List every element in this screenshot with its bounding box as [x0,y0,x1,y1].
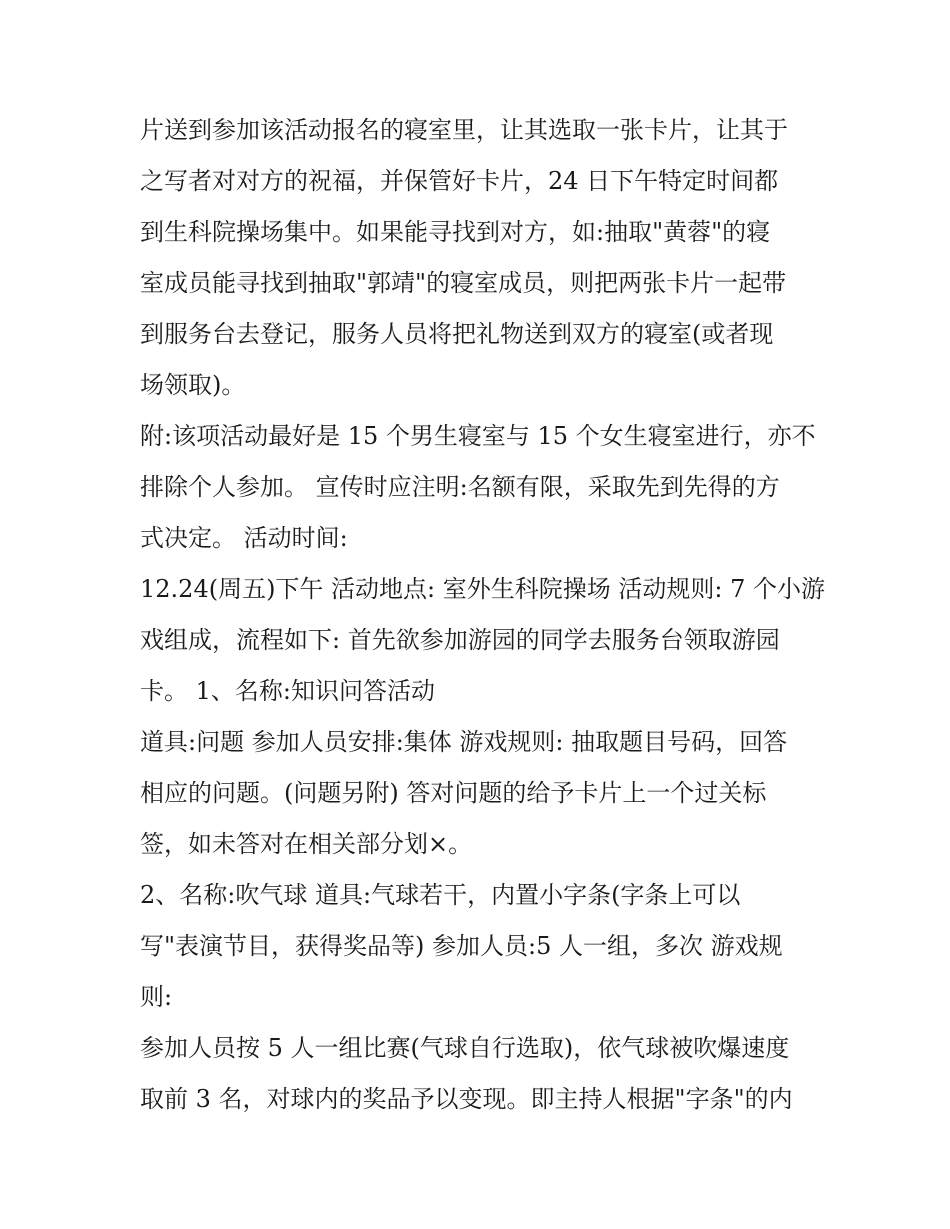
text-line: 2、名称:吹气球 道具:气球若干，内置小字条(字条上可以 [140,881,741,909]
text-line: 签，如未答对在相关部分划×。 [140,830,473,858]
text-line: 道具:问题 参加人员安排:集体 游戏规则: 抽取题目号码，回答 [140,728,788,756]
text-line: 则: [140,983,173,1011]
text-line: 片送到参加该活动报名的寝室里，让其选取一张卡片，让其于 [140,116,788,144]
text-line: 取前 3 名，对球内的奖品予以变现。即主持人根据"字条"的内 [140,1085,793,1113]
text-line: 相应的问题。(问题另附) 答对问题的给予卡片上一个过关标 [140,779,767,807]
text-line: 参加人员按 5 人一组比赛(气球自行选取)，依气球被吹爆速度 [140,1034,790,1062]
document-body [140,105,826,1125]
text-line: 室成员能寻找到抽取"郭靖"的寝室成员，则把两张卡片一起带 [140,269,787,297]
text-line: 到生科院操场集中。如果能寻找到对方，如:抽取"黄蓉"的寝 [140,218,771,246]
text-line: 12.24(周五)下午 活动地点: 室外生科院操场 活动规则: 7 个小游 [140,575,826,603]
text-line: 戏组成，流程如下: 首先欲参加游园的同学去服务台领取游园 [140,626,780,654]
text-line: 之写者对对方的祝福，并保管好卡片，24 日下午特定时间都 [140,167,779,195]
text-line: 写"表演节目，获得奖品等) 参加人员:5 人一组，多次 游戏规 [140,932,783,960]
text-line: 到服务台去登记，服务人员将把礼物送到双方的寝室(或者现 [140,320,774,348]
text-line: 场领取)。 [140,371,246,399]
text-line: 卡。 1、名称:知识问答活动 [140,677,435,705]
text-line: 附:该项活动最好是 15 个男生寝室与 15 个女生寝室进行，亦不 [140,422,816,450]
text-line: 排除个人参加。 宣传时应注明:名额有限，采取先到先得的方 [140,473,780,501]
text-line: 式决定。 活动时间: [140,524,348,552]
